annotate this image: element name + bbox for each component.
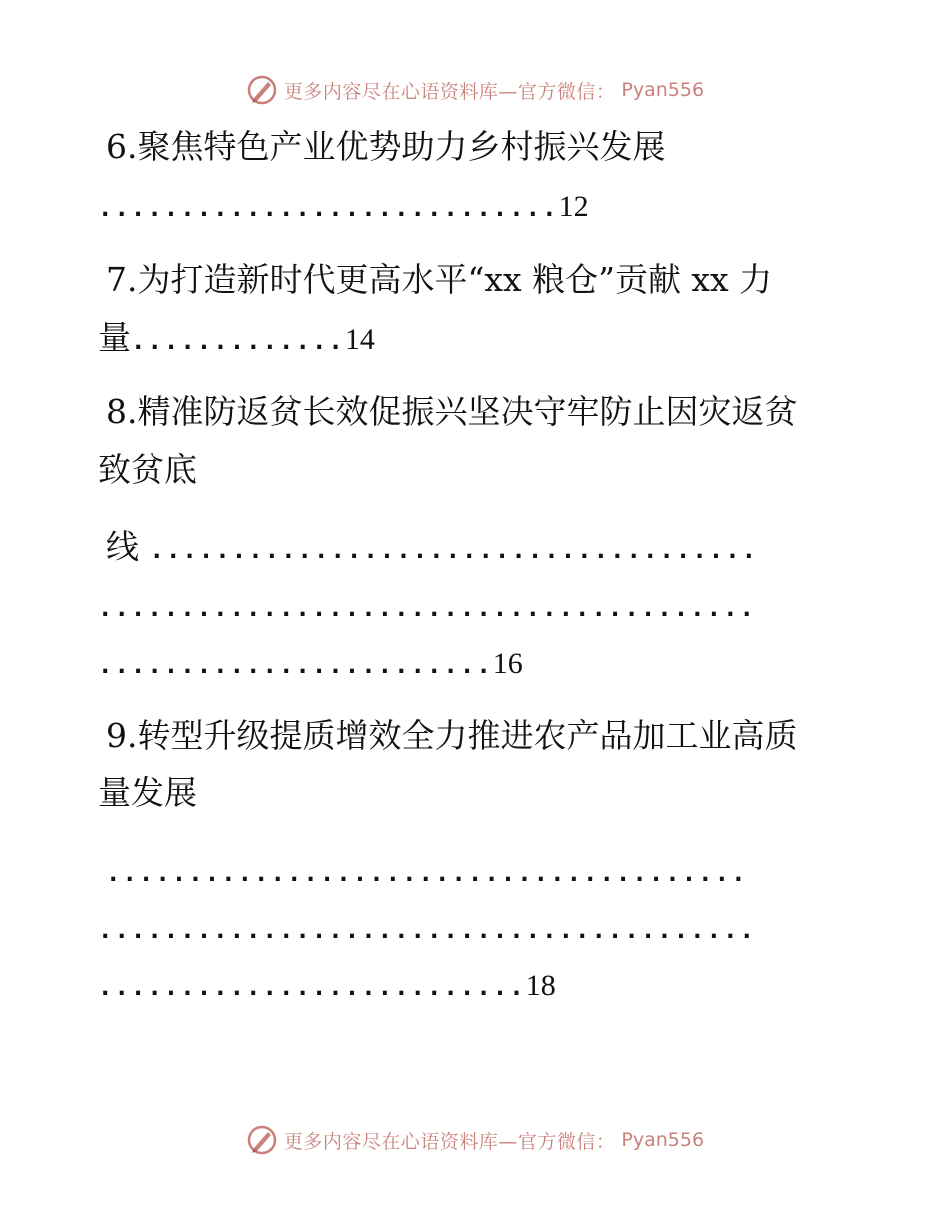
leader-dots: ............................ <box>98 194 559 222</box>
toc-item-7-leader <box>98 318 848 361</box>
leader-dots: ........................................ <box>98 916 756 944</box>
page-number: 14 <box>344 323 375 356</box>
pen-logo-icon <box>246 1124 278 1156</box>
toc-item-8-title-cont: 致贫底 <box>98 450 197 489</box>
toc-item-7-title[interactable]: 7.为打造新时代更高水平“xx 粮仓”贡献 xx 力 <box>106 260 773 299</box>
toc-item-9-leader-2 <box>98 907 848 950</box>
toc-item-7-title-cont: 量 <box>98 318 131 357</box>
footer-watermark <box>0 1120 950 1160</box>
toc-item-8-title[interactable]: 8.精准防返贫长效促振兴坚决守牢防止因灾返贫 <box>106 392 798 431</box>
toc-item-9-title[interactable]: 9.转型升级提质增效全力推进农产品加工业高质 <box>106 716 798 755</box>
watermark-wechat-id: Pyan556 <box>621 1129 705 1151</box>
watermark-text: 更多内容尽在心语资料库—官方微信： <box>283 1130 616 1153</box>
toc-item-9-title-cont: 量发展 <box>98 773 197 812</box>
leader-dots: ..................................... <box>149 536 759 564</box>
page-number: 16 <box>492 647 523 680</box>
leader-dots: ............. <box>131 327 345 355</box>
leader-dots: ........................................ <box>98 594 756 622</box>
toc-item-9-leader-1 <box>106 850 856 893</box>
toc-item-6-title[interactable]: 6.聚焦特色产业优势助力乡村振兴发展 <box>106 127 666 166</box>
toc-item-8-leader-3 <box>98 642 848 685</box>
leader-dots: .......................... <box>98 973 526 1001</box>
toc-item-8-leader-1 <box>106 527 856 570</box>
page-number: 18 <box>525 969 556 1002</box>
watermark-wechat-id: Pyan556 <box>621 79 705 101</box>
page-number: 12 <box>558 190 589 223</box>
toc-item-8-title-end: 线 <box>106 527 139 566</box>
watermark-text: 更多内容尽在心语资料库—官方微信： <box>283 80 616 103</box>
toc-item-9-leader-3 <box>98 964 848 1007</box>
leader-dots: ....................................... <box>106 859 748 887</box>
leader-dots: ........................ <box>98 651 493 679</box>
toc-item-8-leader-2 <box>98 585 848 628</box>
watermark-content <box>246 1124 704 1156</box>
toc-item-6-leader <box>98 185 848 228</box>
